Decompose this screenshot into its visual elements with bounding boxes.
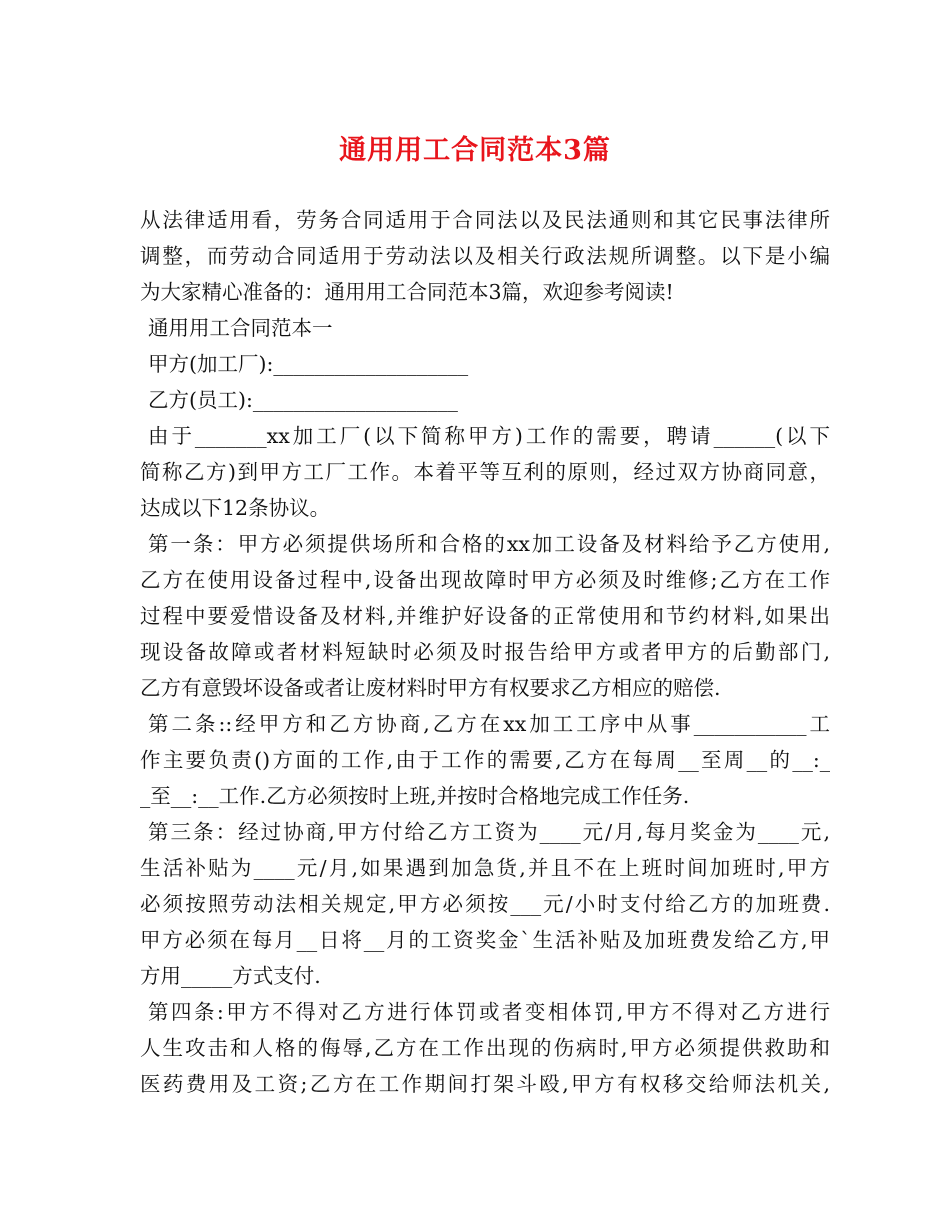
- paragraph-line: 从法律适用看，劳务合同适用于合同法以及民法通则和其它民事法律所: [140, 208, 830, 232]
- article-1-line: 现设备故障或者材料短缺时必须及时报告给甲方或者甲方的后勤部门,: [140, 640, 830, 664]
- article-2-line: _至__:__工作.乙方必须按时上班,并按时合格地完成工作任务.: [140, 784, 690, 808]
- article-3-line: 甲方必须在每月__日将__月的工资奖金`生活补贴及加班费发给乙方,甲: [140, 928, 830, 952]
- article-1-line: 过程中要爱惜设备及材料,并维护好设备的正常使用和节约材料,如果出: [140, 604, 830, 628]
- article-4-line: 人生攻击和人格的侮辱,乙方在工作出现的伤病时,甲方必须提供救助和: [140, 1036, 830, 1060]
- paragraph-line: 简称乙方)到甲方工厂工作。本着平等互利的原则，经过双方协商同意，: [140, 460, 830, 484]
- article-1-line: 乙方在使用设备过程中,设备出现故障时甲方必须及时维修;乙方在工作: [140, 568, 830, 592]
- article-1-line: 第一条：甲方必须提供场所和合格的xx加工设备及材料给予乙方使用,: [148, 532, 830, 556]
- article-2-line: 作主要负责()方面的工作,由于工作的需要,乙方在每周__至周__的__:_: [140, 748, 830, 772]
- paragraph-line: 调整，而劳动合同适用于劳动法以及相关行政法规所调整。以下是小编: [140, 244, 830, 268]
- article-1-line: 乙方有意毁坏设备或者让废材料时甲方有权要求乙方相应的赔偿.: [140, 676, 721, 700]
- party-a-line: 甲方(加工厂):___________________: [148, 352, 469, 376]
- document-body: [140, 202, 830, 1102]
- article-3-line: 方用_____方式支付.: [140, 964, 321, 988]
- article-2-line: 第二条::经甲方和乙方协商,乙方在xx加工工序中从事___________工: [148, 712, 830, 736]
- article-3-line: 生活补贴为____元/月,如果遇到加急货,并且不在上班时间加班时,甲方: [140, 856, 830, 880]
- article-3-line: 第三条：经过协商,甲方付给乙方工资为____元/月,每月奖金为____元,: [148, 820, 830, 844]
- paragraph-line: 由于_______xx加工厂(以下简称甲方)工作的需要，聘请______(以下: [148, 424, 830, 448]
- article-4-line: 第四条:甲方不得对乙方进行体罚或者变相体罚,甲方不得对乙方进行: [148, 1000, 830, 1024]
- section-heading: 通用用工合同范本一: [148, 316, 333, 340]
- paragraph-line: 达成以下12条协议。: [140, 496, 331, 520]
- article-3-line: 必须按照劳动法相关规定,甲方必须按___元/小时支付给乙方的加班费.: [140, 892, 830, 916]
- party-b-line: 乙方(员工):____________________: [148, 388, 458, 412]
- page-title: 通用用工合同范本3篇: [339, 135, 611, 166]
- paragraph-line: 为大家精心准备的：通用用工合同范本3篇，欢迎参考阅读!: [140, 280, 674, 304]
- article-4-line: 医药费用及工资;乙方在工作期间打架斗殴,甲方有权移交给师法机关,: [140, 1072, 830, 1096]
